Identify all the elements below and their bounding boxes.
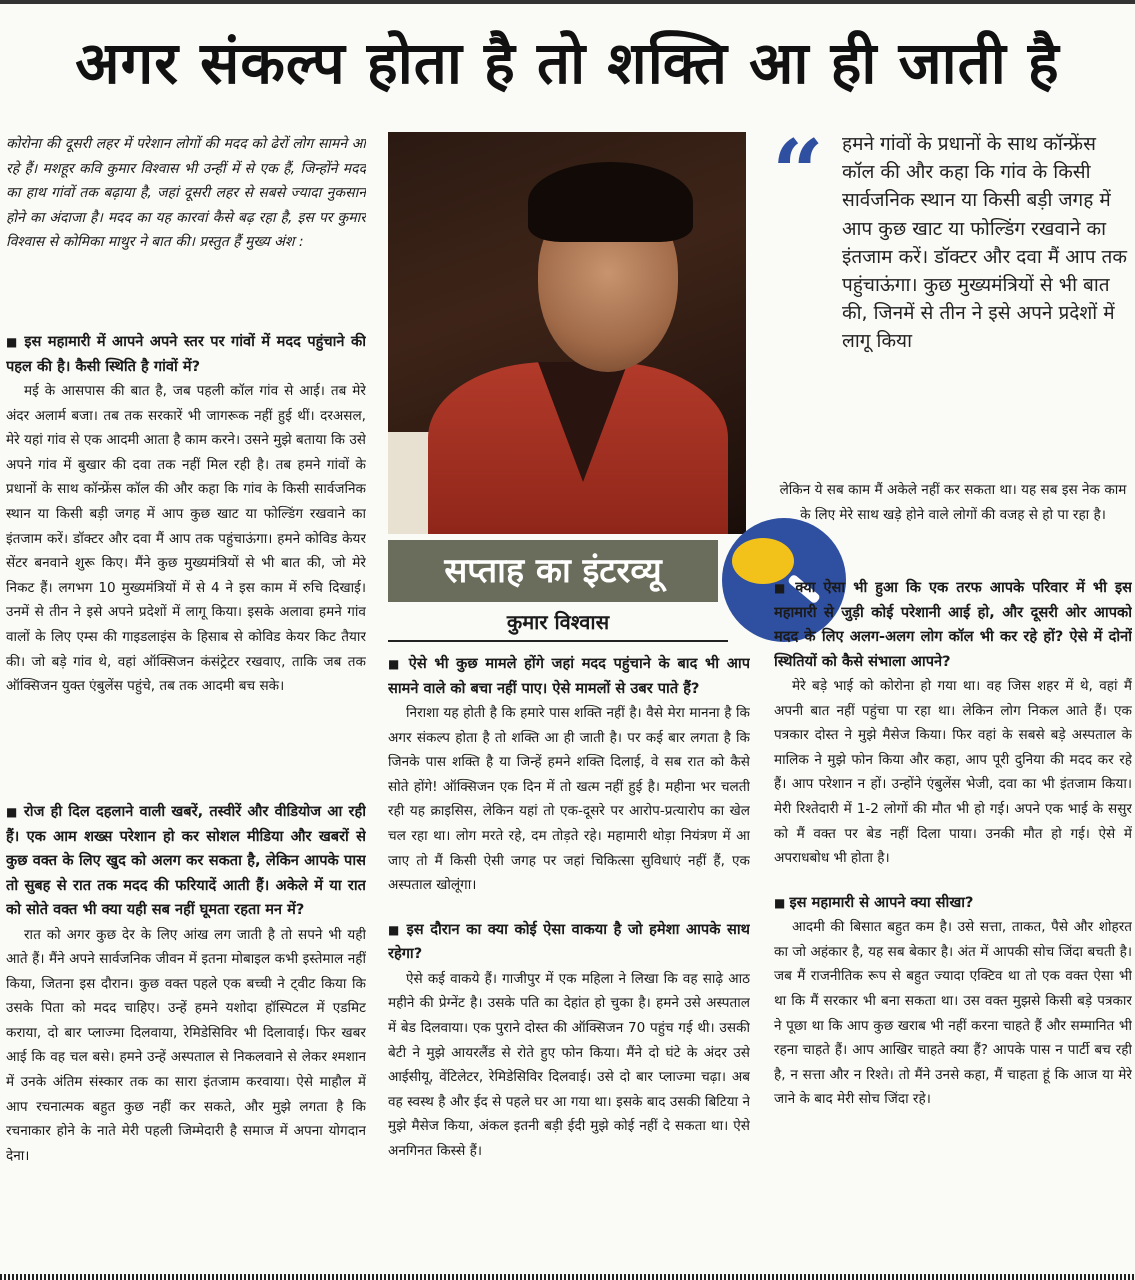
photo-hair-shape [528, 162, 693, 242]
quote-mark-icon: “ [772, 120, 824, 226]
question-4: ■ इस दौरान का क्या कोई ऐसा वाकया है जो हमेशा आपके साथ रहेगा? [388, 918, 750, 967]
headline: अगर संकल्प होता है तो शक्ति आ ही जाती है [75, 29, 1060, 97]
intro-paragraph [6, 132, 366, 312]
answer-4: ऐसे कई वाकये हैं। गाजीपुर में एक महिला ने लिखा कि वह साढ़े आठ महीने की प्रेग्नेंट है। उसके पति का देहांत हो चुका है। हमने उसे अस्पताल में बेड दिलवाया। एक पुराने दोस्त की ऑक्सिजन 70 पहुंच गई थी। उसकी बेटी ने मुझे आयरलैंड से रोते हुए फोन किया। मैंने दो घंटे के अंदर उसे आईसीयू, वेंटिलेटर, रेमिडेसिविर दिलवाई। उसे दो बार प्लाज्मा चढ़ा। अब वह स्वस्थ है और ईद से पहले घर आ गया था। इसके बाद उसकी बिटिया ने मुझे मैसेज किया, अंकल इतनी बड़ी ईदी मुझे कोई नहीं दे सकता था। ऐसे अनगिनत किस्से हैं। [388, 970, 750, 1159]
question-2: ■ रोज ही दिल दहलाने वाली खबरें, तस्वीरें और वीडियोज आ रही हैं। एक आम शख्स परेशान हो कर सोशल मीडिया और खबरों से कुछ वक्त के लिए खुद को अलग कर सकता है, लेकिन आपके पास तो सुबह से रात तक मदद की फरियादें आती हैं। अकेले में या रात को सोते वक्त भी क्या यही सब नहीं घूमता रहता मन में? [6, 800, 366, 923]
answer-6: आदमी की बिसात बहुत कम है। उसे सत्ता, ताकत, पैसे और शोहरत का जो अहंकार है, यह सब बेकार है। अंत में आपकी सोच जिंदा बचती है। जब मैं राजनीतिक रूप से बहुत ज्यादा एक्टिव था तो एक वक्त ऐसा भी था कि मैं सरकार भी बना सकता था। उस वक्त मुझसे किसी बड़े पत्रकार ने पूछा था कि आप कुछ खराब भी नहीं करना चाहते हैं और सम्मानित भी रहना चाहते हैं। आप आखिर चाहते क्या हैं? आपके पास न पार्टी बच रही है, न सत्ता और न रिश्ते। तो मैंने उनसे कहा, मैं चाहता हूं कि आज या मेरे जाने के बाद मेरी सोच जिंदा रहे। [774, 919, 1132, 1108]
column-2-qa [388, 652, 750, 1257]
answer-2: रात को अगर कुछ देर के लिए आंख लग जाती है तो सपने भी यही आते हैं। मैंने अपने सार्वजनिक जीवन में इतना मोबाइल कभी इस्तेमाल नहीं किया, जितना इस दौरान। कुछ वक्त पहले एक बच्ची ने ट्वीट किया कि उसके पिता को मदद चाहिए। उन्हें हमने यशोदा हॉस्पिटल में एडमिट कराया, दो बार प्लाज्मा दिलवाया, रेमिडेसिविर भी दिलावाई। फिर खबर आई कि वह चल बसे। हमने उन्हें अस्पताल से निकलवाने से लेकर श्मशान में उनके अंतिम संस्कार तक का सारा इंतजाम करवाया। ऐसे माहौल में आप रचनात्मक बहुत कुछ नहीं कर सकते, और मुझे लगता है कि रचनाकार होने के नाते मेरी पहली जिम्मेदारी है समाज में अपना योगदान देना। [6, 926, 366, 1164]
pull-quote: हमने गांवों के प्रधानों के साथ कॉन्फ्रेंस कॉल की और कहा कि गांव के किसी सार्वजनिक स्थान या किसी बड़ी जगह में आप कुछ खाट या फोल्डिंग रखवाने का इंतजाम करें। डॉक्टर और दवा मैं आप तक पहुंचाऊंगा। कुछ मुख्यमंत्रियों से भी बात की, जिनमें से तीन ने इसे अपने प्रदेशों में लागू किया [842, 133, 1127, 353]
byline: कुमार विश्वास [388, 604, 728, 642]
interview-banner: सप्ताह का इंटरव्यू [388, 540, 718, 602]
column-1-qa-1 [6, 330, 366, 750]
continuation-text: लेकिन ये सब काम मैं अकेले नहीं कर सकता था। यह सब इस नेक काम के लिए मेरे साथ खड़े होने वाले लोगों की वजह से हो पा रहा है। [779, 482, 1127, 523]
bottom-rule [0, 1274, 1135, 1280]
answer-1: मई के आसपास की बात है, जब पहली कॉल गांव से आई। तब मेरे अंदर अलार्म बजा। तब तक सरकारें भी जागरूक नहीं हुई थीं। दरअसल, मेरे यहां गांव से एक आदमी आता है काम करने। उसने मुझे बताया कि उसे अपने गांव में बुखार की दवा तक नहीं मिल रही है। तब हमने गांवों के प्रधानों के साथ कॉन्फ्रेंस कॉल की और कहा कि गांव के किसी सार्वजनिक स्थान या किसी बड़ी जगह में आप कुछ खाट या फोल्डिंग रखवाने का इंतजाम करें। डॉक्टर और दवा मैं आप तक पहुंचाऊंगा। हमने कोविड केयर सेंटर बनवाने शुरू किए। मैंने कुछ मुख्यमंत्रियों से भी बात की, जो मेरे निकट हैं। लगभग 10 मुख्यमंत्रियों में से 4 ने इस काम में रुचि दिखाई। उनमें से तीन ने इसे अपने प्रदेशों में लागू किया। इसके अलावा हमने गांव वालों के लिए एम्स की गाइडलाइंस के हिसाब से कोविड केयर किट तैयार की। जो बड़े गांव थे, वहां ऑक्सिजन कंसंट्रेटर रखवाए, ताकि जब तक ऑक्सिजन युक्त एंबुलेंस पहुंचे, तब तक आदमी बच सके। [6, 383, 366, 695]
question-3: ■ ऐसे भी कुछ मामले होंगे जहां मदद पहुंचाने के बाद भी आप सामने वाले को बचा नहीं पाए। ऐसे मामलों से उबर पाते हैं? [388, 652, 750, 701]
column-3-continuation [774, 478, 1132, 558]
question-1: ■ इस महामारी में आपने अपने स्तर पर गांवों में मदद पहुंचाने की पहल की है। कैसी स्थिति है गांवों में? [6, 330, 366, 379]
answer-5: मेरे बड़े भाई को कोरोना हो गया था। वह जिस शहर में थे, वहां मैं अपनी बात नहीं पहुंचा पा रहा था। लेकिन लोग निकल आते हैं। एक पत्रकार दोस्त ने मुझे मैसेज किया। फिर वहां के सबसे बड़े अस्पताल के मालिक ने मुझे फोन किया और कहा, आप पूरी दुनिया की मदद कर रहे हैं। आप परेशान न हों। उन्होंने एंबुलेंस भेजी, दवा का भी इंतजाम किया। मेरी रिश्तेदारी में 1-2 लोगों की मौत भी हो गई। अपने एक भाई के ससुर को मैं वक्त पर बेड नहीं दिला पाया। उनकी मौत हो गई। ऐसे में अपराधबोध भी होता है। [774, 678, 1132, 867]
question-5: ■ क्या ऐसा भी हुआ कि एक तरफ आपके परिवार में भी इस महामारी से जुड़ी कोई परेशानी आई हो, और दूसरी ओर आपको मदद के लिए अलग-अलग लोग कॉल भी कर रहे हों? ऐसे में दोनों स्थितियों को कैसे संभाला आपने? [774, 576, 1132, 674]
portrait-photo [388, 132, 746, 534]
column-1-qa-2 [6, 800, 366, 1255]
column-3-qa [774, 576, 1132, 1256]
top-rule [0, 0, 1135, 4]
question-6: ■ इस महामारी से आपने क्या सीखा? [774, 891, 1132, 916]
intro-text: कोरोना की दूसरी लहर में परेशान लोगों की मदद को ढेरों लोग सामने आ रहे हैं। मशहूर कवि कुमार विश्वास भी उन्हीं में से एक हैं, जिन्होंने मदद का हाथ गांवों तक बढ़ाया है, जहां दूसरी लहर से सबसे ज्यादा नुकसान होने का अंदाजा है। मदद का यह कारवां कैसे बढ़ रहा है, इस पर कुमार विश्वास से कोमिका माथुर ने बात की। प्रस्तुत हैं मुख्य अंश : [6, 136, 366, 250]
spacer [388, 898, 750, 918]
spacer [774, 871, 1132, 891]
answer-3: निराशा यह होती है कि हमारे पास शक्ति नहीं है। वैसे मेरा मानना है कि अगर संकल्प होता है तो शक्ति आ ही जाती है। पर कई बार लगता है कि जिनके पास शक्ति है या जिन्हें हमने शक्ति दिलाई, वे सब रात को कैसे सोते होंगे! ऑक्सिजन एक दिन में तो खत्म नहीं हुई है। महीना भर चलती रही यह क्राइसिस, लेकिन यहां तो एक-दूसरे पर आरोप-प्रत्यारोप का खेल चल रहा था। लोग मरते रहे, दम तोड़ते रहे। महामारी थोड़ा नियंत्रण में आ जाए तो मैं किसी ऐसी जगह पर जहां चिकित्सा सुविधाएं नहीं हैं, एक अस्पताल खोलूंगा। [388, 705, 750, 894]
